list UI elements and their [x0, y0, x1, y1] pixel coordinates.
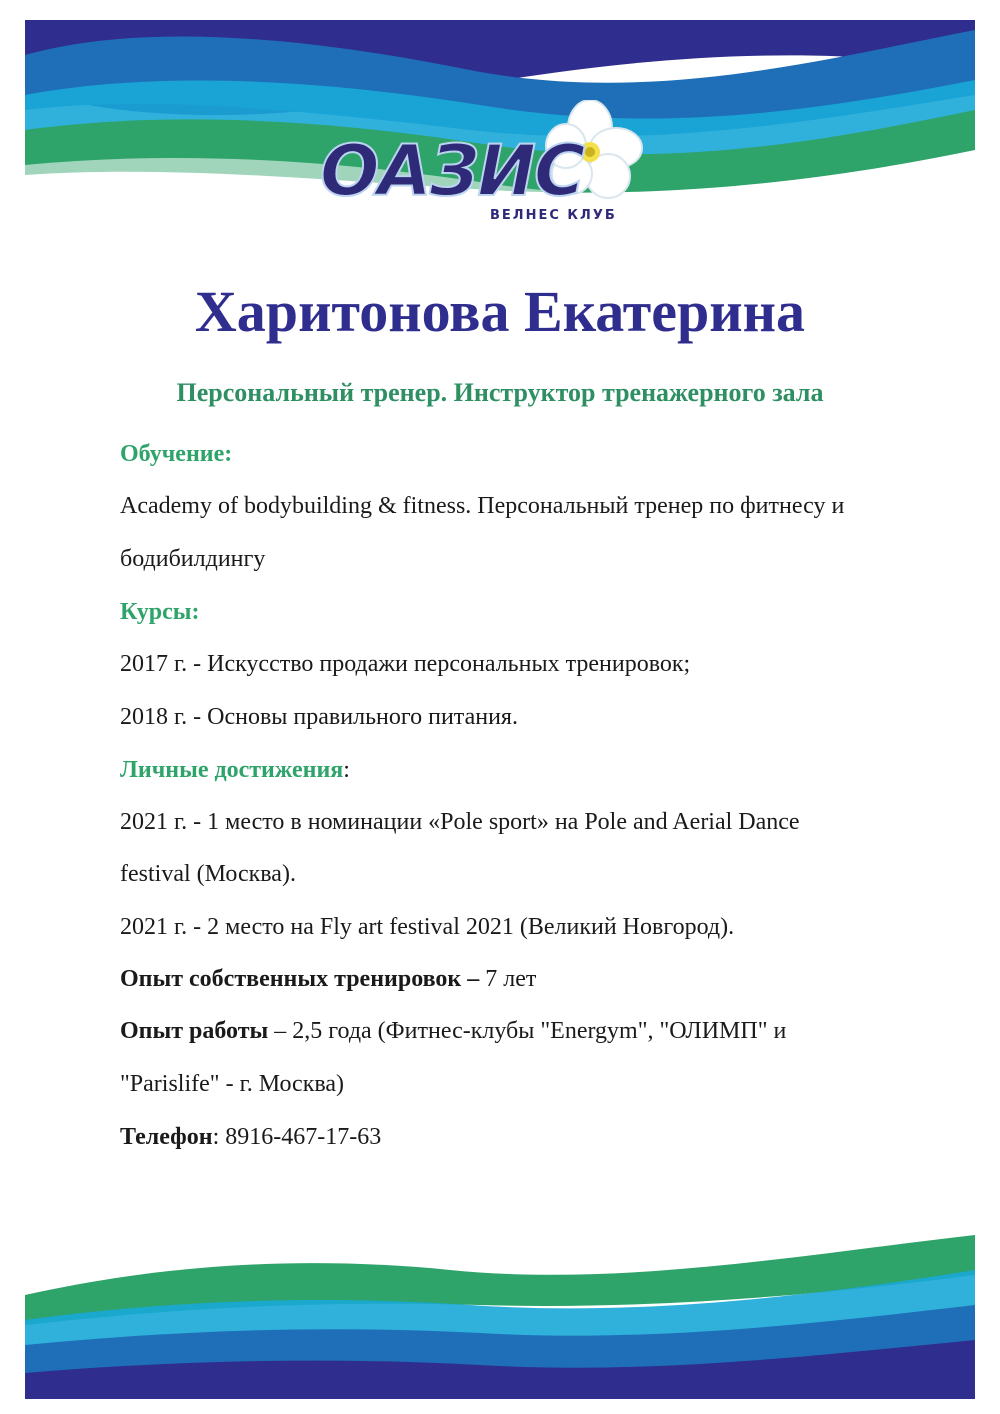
trainer-name: Харитонова Екатерина — [194, 279, 806, 344]
courses-heading: Курсы: — [120, 599, 200, 625]
bottom-wave-banner — [0, 1215, 1000, 1414]
phone-value: : 8916-467-17-63 — [212, 1124, 382, 1150]
course-item-2: 2018 г. - Основы правильного питания. — [120, 704, 518, 730]
phone-row — [120, 1123, 960, 1151]
achievements-colon: : — [343, 757, 350, 783]
work-experience-label: Опыт работы — [120, 1018, 269, 1044]
work-experience-value: – 2,5 года (Фитнес-клубы "Energym", "ОЛИМП" и — [268, 1018, 787, 1044]
training-experience-value: 7 лет — [479, 966, 537, 992]
logo-wordmark: ОАЗИС — [320, 130, 584, 212]
education-line-2: бодибилдингу — [120, 546, 266, 572]
trainer-role: Персональный тренер. Инструктор тренажерного зала — [176, 378, 824, 407]
club-logo — [300, 100, 700, 250]
logo-subtitle: ВЕЛНЕС КЛУБ — [490, 208, 617, 223]
achievements-heading: Личные достижения — [120, 757, 344, 783]
work-experience-line-2: "Parislife" - г. Москва) — [120, 1071, 345, 1097]
course-item-1: 2017 г. - Искусство продажи персональных тренировок; — [120, 651, 691, 677]
training-experience-label: Опыт собственных тренировок – — [120, 966, 480, 992]
achievements-heading-row — [120, 756, 960, 784]
training-experience-row — [120, 965, 960, 993]
achievement-2: 2021 г. - 2 место на Fly art festival 2021 (Великий Новгород). — [120, 914, 735, 940]
education-heading: Обучение: — [120, 441, 233, 467]
achievement-1-line-2: festival (Москва). — [120, 861, 296, 887]
achievement-1-line-1: 2021 г. - 1 место в номинации «Pole sport» на Pole and Aerial Dance — [120, 809, 800, 835]
education-line-1: Academy of bodybuilding & fitness. Персональный тренер по фитнесу и — [120, 493, 845, 519]
phone-label: Телефон — [120, 1124, 213, 1150]
work-experience-row — [120, 1017, 960, 1045]
